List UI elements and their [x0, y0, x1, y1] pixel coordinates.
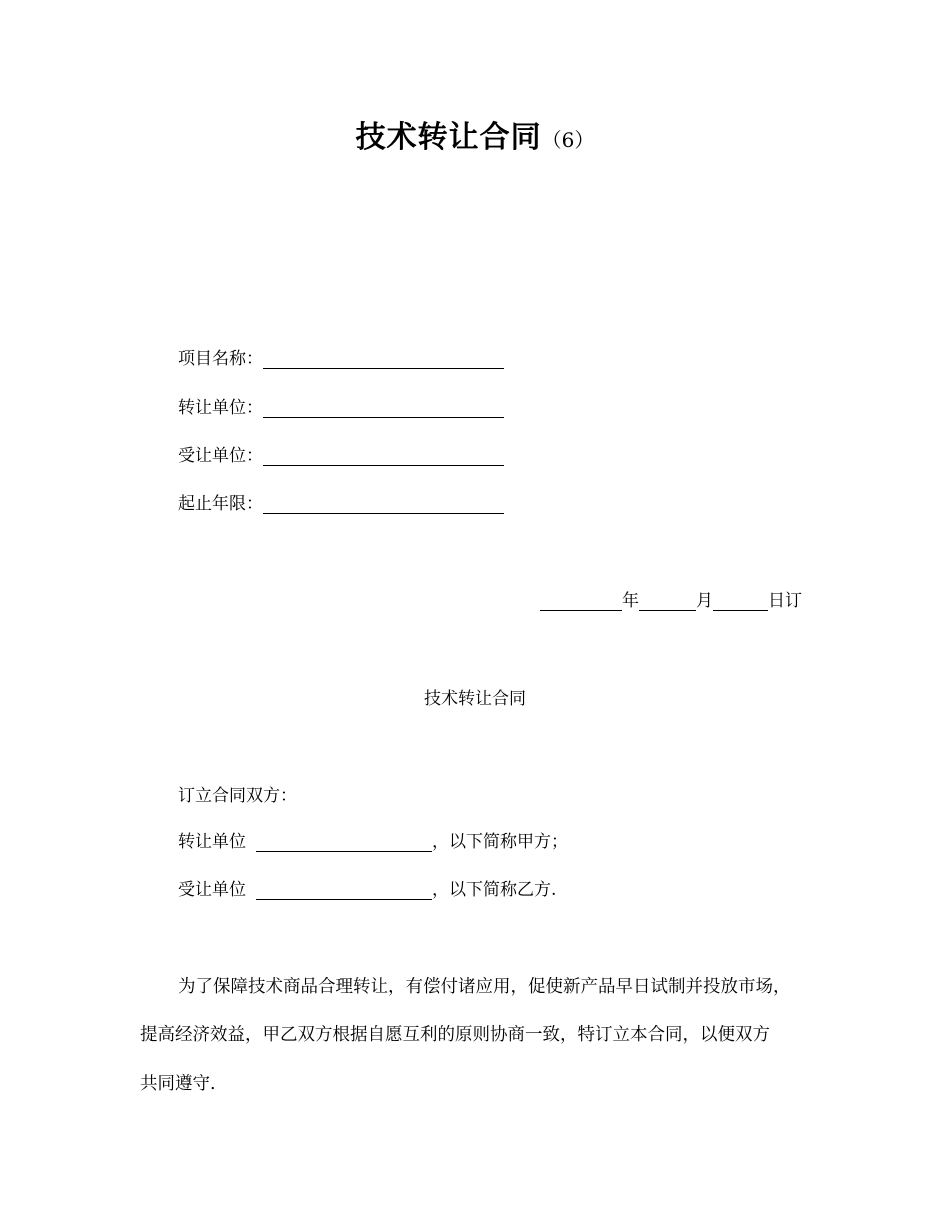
month-blank[interactable] — [639, 590, 696, 611]
party-transferee — [178, 876, 556, 900]
party-transferor — [178, 828, 568, 852]
document-title — [0, 112, 950, 156]
field-blank[interactable] — [263, 445, 504, 466]
field-blank[interactable] — [263, 348, 504, 369]
year-label: 年 — [622, 591, 639, 611]
party-suffix: ，以下简称甲方； — [432, 832, 568, 852]
field-label: 转让单位： — [178, 398, 263, 418]
day-sign-label: 日订 — [768, 591, 802, 611]
field-term — [178, 490, 504, 514]
field-transferee — [178, 442, 504, 466]
party-label: 受让单位 — [178, 880, 246, 900]
field-transferor — [178, 394, 504, 418]
field-label: 项目名称： — [178, 349, 263, 369]
field-project-name — [178, 345, 504, 369]
title-number: （6） — [541, 128, 595, 152]
contract-subtitle: 技术转让合同 — [424, 689, 526, 709]
field-label: 受让单位： — [178, 446, 263, 466]
field-label: 起止年限： — [178, 494, 263, 514]
sign-date — [540, 587, 802, 611]
title-main: 技术转让合同 — [355, 120, 542, 155]
day-blank[interactable] — [713, 590, 768, 611]
preamble-line-1: 为了保障技术商品合理转让，有偿付诸应用，促使新产品早日试制并投放市场， — [178, 977, 791, 997]
party-blank[interactable] — [256, 831, 432, 852]
party-suffix: ，以下简称乙方. — [432, 880, 557, 900]
month-label: 月 — [696, 591, 713, 611]
field-blank[interactable] — [263, 397, 504, 418]
party-label: 转让单位 — [178, 832, 246, 852]
preamble-line-2: 提高经济效益，甲乙双方根据自愿互利的原则协商一致，特订立本合同，以便双方 — [140, 1025, 770, 1045]
parties-intro: 订立合同双方： — [178, 786, 297, 806]
year-blank[interactable] — [540, 590, 622, 611]
preamble-line-3: 共同遵守. — [140, 1074, 216, 1094]
party-blank[interactable] — [256, 879, 432, 900]
field-blank[interactable] — [263, 493, 504, 514]
